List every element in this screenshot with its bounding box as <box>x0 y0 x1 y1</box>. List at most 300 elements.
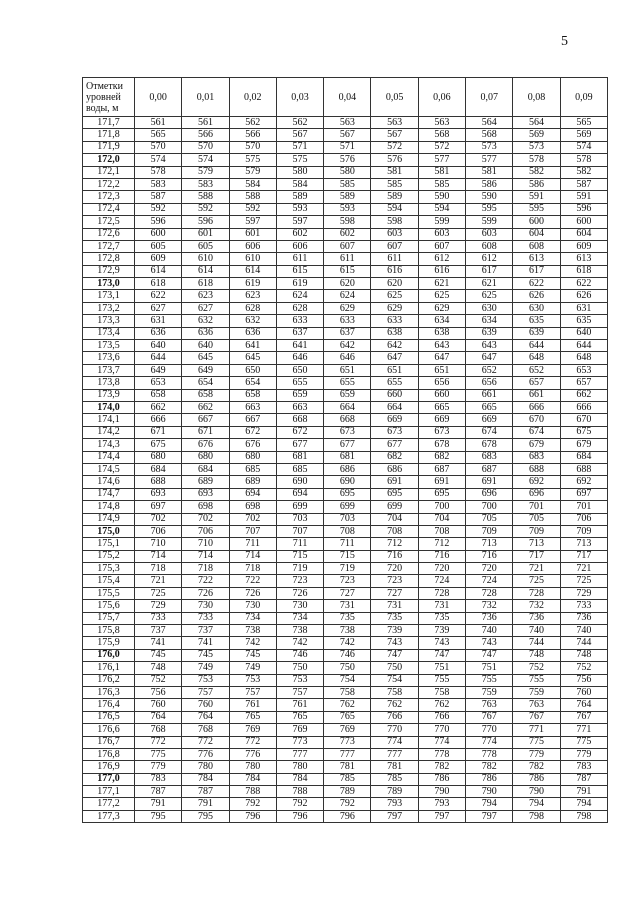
value-cell: 747 <box>371 649 418 661</box>
value-cell: 685 <box>229 463 276 475</box>
table-row <box>83 550 608 562</box>
value-cell: 565 <box>560 117 607 129</box>
value-cell: 714 <box>229 550 276 562</box>
value-cell: 581 <box>418 166 465 178</box>
value-cell: 778 <box>418 748 465 760</box>
value-cell: 681 <box>324 451 371 463</box>
value-cell: 753 <box>276 674 323 686</box>
value-cell: 577 <box>418 154 465 166</box>
value-cell: 715 <box>276 550 323 562</box>
value-cell: 704 <box>418 513 465 525</box>
value-cell: 716 <box>418 550 465 562</box>
level-cell: 176,4 <box>83 699 135 711</box>
value-cell: 680 <box>135 451 182 463</box>
value-cell: 747 <box>418 649 465 661</box>
table-row <box>83 736 608 748</box>
value-cell: 754 <box>371 674 418 686</box>
column-header: 0,06 <box>418 78 465 117</box>
value-cell: 796 <box>324 810 371 822</box>
value-cell: 724 <box>466 575 513 587</box>
value-cell: 735 <box>371 612 418 624</box>
level-cell: 175,3 <box>83 563 135 575</box>
value-cell: 787 <box>135 786 182 798</box>
value-cell: 657 <box>560 377 607 389</box>
level-cell: 176,8 <box>83 748 135 760</box>
value-cell: 746 <box>276 649 323 661</box>
value-cell: 775 <box>135 748 182 760</box>
value-cell: 661 <box>513 389 560 401</box>
value-cell: 591 <box>560 191 607 203</box>
level-cell: 172,8 <box>83 253 135 265</box>
value-cell: 772 <box>135 736 182 748</box>
table-row <box>83 451 608 463</box>
value-cell: 712 <box>371 538 418 550</box>
value-cell: 621 <box>418 278 465 290</box>
value-cell: 653 <box>135 377 182 389</box>
value-cell: 715 <box>324 550 371 562</box>
value-cell: 744 <box>560 637 607 649</box>
value-cell: 648 <box>513 352 560 364</box>
value-cell: 628 <box>229 302 276 314</box>
level-cell: 174,9 <box>83 513 135 525</box>
value-cell: 626 <box>560 290 607 302</box>
level-cell: 175,8 <box>83 625 135 637</box>
value-cell: 647 <box>418 352 465 364</box>
value-cell: 631 <box>135 315 182 327</box>
value-cell: 646 <box>276 352 323 364</box>
value-cell: 757 <box>229 686 276 698</box>
value-cell: 622 <box>560 278 607 290</box>
value-cell: 651 <box>371 364 418 376</box>
value-cell: 705 <box>466 513 513 525</box>
value-cell: 724 <box>418 575 465 587</box>
value-cell: 777 <box>371 748 418 760</box>
value-cell: 720 <box>466 563 513 575</box>
value-cell: 758 <box>371 686 418 698</box>
value-cell: 706 <box>182 525 229 537</box>
column-header: 0,04 <box>324 78 371 117</box>
value-cell: 677 <box>276 439 323 451</box>
value-cell: 729 <box>135 600 182 612</box>
value-cell: 795 <box>135 810 182 822</box>
value-cell: 700 <box>466 501 513 513</box>
value-cell: 727 <box>371 587 418 599</box>
value-cell: 695 <box>324 488 371 500</box>
value-cell: 663 <box>229 401 276 413</box>
value-cell: 653 <box>560 364 607 376</box>
value-cell: 687 <box>466 463 513 475</box>
table-row <box>83 699 608 711</box>
value-cell: 681 <box>276 451 323 463</box>
value-cell: 716 <box>466 550 513 562</box>
table-row <box>83 426 608 438</box>
value-cell: 659 <box>324 389 371 401</box>
value-cell: 720 <box>418 563 465 575</box>
value-cell: 610 <box>182 253 229 265</box>
value-cell: 657 <box>513 377 560 389</box>
value-cell: 617 <box>513 265 560 277</box>
value-cell: 603 <box>418 228 465 240</box>
value-cell: 599 <box>466 216 513 228</box>
value-cell: 754 <box>324 674 371 686</box>
value-cell: 658 <box>135 389 182 401</box>
table-row <box>83 141 608 153</box>
column-header: 0,01 <box>182 78 229 117</box>
value-cell: 580 <box>324 166 371 178</box>
value-cell: 712 <box>418 538 465 550</box>
value-cell: 591 <box>513 191 560 203</box>
value-cell: 584 <box>276 178 323 190</box>
value-cell: 785 <box>324 773 371 785</box>
table-row <box>83 401 608 413</box>
value-cell: 731 <box>324 600 371 612</box>
value-cell: 676 <box>229 439 276 451</box>
value-cell: 613 <box>513 253 560 265</box>
value-cell: 704 <box>371 513 418 525</box>
value-cell: 691 <box>418 476 465 488</box>
value-cell: 693 <box>135 488 182 500</box>
table-row <box>83 761 608 773</box>
value-cell: 585 <box>371 178 418 190</box>
value-cell: 610 <box>229 253 276 265</box>
value-cell: 644 <box>135 352 182 364</box>
value-cell: 752 <box>513 662 560 674</box>
value-cell: 615 <box>276 265 323 277</box>
table-row <box>83 798 608 810</box>
column-header: 0,05 <box>371 78 418 117</box>
table-row <box>83 265 608 277</box>
level-cell: 177,1 <box>83 786 135 798</box>
value-cell: 606 <box>229 240 276 252</box>
value-cell: 665 <box>418 401 465 413</box>
value-cell: 708 <box>418 525 465 537</box>
value-cell: 751 <box>418 662 465 674</box>
value-cell: 699 <box>371 501 418 513</box>
value-cell: 726 <box>229 587 276 599</box>
value-cell: 569 <box>513 129 560 141</box>
value-cell: 790 <box>513 786 560 798</box>
value-cell: 709 <box>513 525 560 537</box>
value-cell: 576 <box>324 154 371 166</box>
level-cell: 174,1 <box>83 414 135 426</box>
value-cell: 568 <box>418 129 465 141</box>
value-cell: 740 <box>513 625 560 637</box>
value-cell: 690 <box>276 476 323 488</box>
value-cell: 671 <box>182 426 229 438</box>
value-cell: 625 <box>418 290 465 302</box>
column-header: 0,07 <box>466 78 513 117</box>
value-cell: 605 <box>135 240 182 252</box>
value-cell: 786 <box>466 773 513 785</box>
level-cell: 172,1 <box>83 166 135 178</box>
level-cell: 172,9 <box>83 265 135 277</box>
value-cell: 790 <box>466 786 513 798</box>
value-cell: 660 <box>418 389 465 401</box>
value-cell: 736 <box>466 612 513 624</box>
value-cell: 639 <box>466 327 513 339</box>
value-cell: 607 <box>324 240 371 252</box>
level-cell: 173,6 <box>83 352 135 364</box>
value-cell: 590 <box>466 191 513 203</box>
value-cell: 682 <box>371 451 418 463</box>
value-cell: 721 <box>560 563 607 575</box>
value-cell: 613 <box>560 253 607 265</box>
value-cell: 587 <box>560 178 607 190</box>
level-cell: 176,0 <box>83 649 135 661</box>
value-cell: 702 <box>135 513 182 525</box>
value-cell: 566 <box>182 129 229 141</box>
value-cell: 583 <box>182 178 229 190</box>
value-cell: 638 <box>418 327 465 339</box>
level-column-header: Отметки уровней воды, м <box>83 78 135 117</box>
value-cell: 774 <box>466 736 513 748</box>
level-cell: 171,9 <box>83 141 135 153</box>
table-row <box>83 129 608 141</box>
value-cell: 593 <box>276 203 323 215</box>
value-cell: 726 <box>276 587 323 599</box>
value-cell: 618 <box>182 278 229 290</box>
value-cell: 768 <box>182 724 229 736</box>
value-cell: 618 <box>560 265 607 277</box>
value-cell: 762 <box>418 699 465 711</box>
value-cell: 748 <box>513 649 560 661</box>
value-cell: 700 <box>418 501 465 513</box>
value-cell: 698 <box>182 501 229 513</box>
value-cell: 649 <box>135 364 182 376</box>
value-cell: 729 <box>560 587 607 599</box>
value-cell: 725 <box>560 575 607 587</box>
value-cell: 792 <box>229 798 276 810</box>
value-cell: 783 <box>135 773 182 785</box>
column-header: 0,09 <box>560 78 607 117</box>
value-cell: 760 <box>560 686 607 698</box>
level-cell: 171,7 <box>83 117 135 129</box>
value-cell: 609 <box>135 253 182 265</box>
value-cell: 727 <box>324 587 371 599</box>
value-cell: 743 <box>371 637 418 649</box>
value-cell: 611 <box>371 253 418 265</box>
value-cell: 641 <box>276 340 323 352</box>
value-cell: 570 <box>182 141 229 153</box>
table-row <box>83 612 608 624</box>
value-cell: 730 <box>276 600 323 612</box>
value-cell: 622 <box>135 290 182 302</box>
value-cell: 561 <box>182 117 229 129</box>
value-cell: 785 <box>371 773 418 785</box>
value-cell: 570 <box>135 141 182 153</box>
value-cell: 789 <box>324 786 371 798</box>
column-header: 0,03 <box>276 78 323 117</box>
table-row <box>83 166 608 178</box>
table-row <box>83 240 608 252</box>
value-cell: 600 <box>513 216 560 228</box>
value-cell: 761 <box>229 699 276 711</box>
value-cell: 773 <box>324 736 371 748</box>
value-cell: 596 <box>560 203 607 215</box>
value-cell: 632 <box>229 315 276 327</box>
value-cell: 635 <box>513 315 560 327</box>
level-cell: 171,8 <box>83 129 135 141</box>
level-cell: 175,2 <box>83 550 135 562</box>
level-cell: 173,5 <box>83 340 135 352</box>
value-cell: 585 <box>418 178 465 190</box>
level-cell: 175,9 <box>83 637 135 649</box>
value-cell: 562 <box>229 117 276 129</box>
value-cell: 636 <box>229 327 276 339</box>
value-cell: 790 <box>418 786 465 798</box>
value-cell: 673 <box>418 426 465 438</box>
value-cell: 698 <box>229 501 276 513</box>
table-row <box>83 748 608 760</box>
value-cell: 574 <box>135 154 182 166</box>
value-cell: 644 <box>560 340 607 352</box>
value-cell: 717 <box>513 550 560 562</box>
value-cell: 793 <box>418 798 465 810</box>
value-cell: 587 <box>135 191 182 203</box>
value-cell: 798 <box>560 810 607 822</box>
value-cell: 744 <box>513 637 560 649</box>
value-cell: 664 <box>324 401 371 413</box>
table-row <box>83 216 608 228</box>
value-cell: 625 <box>371 290 418 302</box>
level-cell: 173,7 <box>83 364 135 376</box>
value-cell: 718 <box>182 563 229 575</box>
table-row <box>83 525 608 537</box>
value-cell: 732 <box>513 600 560 612</box>
value-cell: 645 <box>182 352 229 364</box>
value-cell: 720 <box>371 563 418 575</box>
value-cell: 595 <box>466 203 513 215</box>
value-cell: 691 <box>466 476 513 488</box>
value-cell: 631 <box>560 302 607 314</box>
value-cell: 757 <box>276 686 323 698</box>
value-cell: 728 <box>513 587 560 599</box>
value-cell: 707 <box>229 525 276 537</box>
value-cell: 679 <box>513 439 560 451</box>
value-cell: 750 <box>324 662 371 674</box>
table-row <box>83 377 608 389</box>
value-cell: 749 <box>229 662 276 674</box>
value-cell: 582 <box>513 166 560 178</box>
value-cell: 589 <box>371 191 418 203</box>
value-cell: 753 <box>229 674 276 686</box>
table-header-row <box>83 78 608 117</box>
value-cell: 660 <box>371 389 418 401</box>
value-cell: 742 <box>229 637 276 649</box>
value-cell: 645 <box>229 352 276 364</box>
value-cell: 590 <box>418 191 465 203</box>
value-cell: 672 <box>229 426 276 438</box>
level-cell: 173,4 <box>83 327 135 339</box>
value-cell: 640 <box>135 340 182 352</box>
value-cell: 640 <box>560 327 607 339</box>
value-cell: 748 <box>135 662 182 674</box>
value-cell: 796 <box>276 810 323 822</box>
value-cell: 766 <box>418 711 465 723</box>
value-cell: 713 <box>466 538 513 550</box>
value-cell: 774 <box>371 736 418 748</box>
value-cell: 651 <box>418 364 465 376</box>
value-cell: 649 <box>182 364 229 376</box>
value-cell: 614 <box>229 265 276 277</box>
value-cell: 776 <box>229 748 276 760</box>
value-cell: 633 <box>324 315 371 327</box>
value-cell: 688 <box>560 463 607 475</box>
value-cell: 676 <box>182 439 229 451</box>
value-cell: 601 <box>182 228 229 240</box>
value-cell: 620 <box>371 278 418 290</box>
table-row <box>83 625 608 637</box>
value-cell: 581 <box>466 166 513 178</box>
value-cell: 749 <box>182 662 229 674</box>
value-cell: 600 <box>135 228 182 240</box>
value-cell: 759 <box>466 686 513 698</box>
value-cell: 711 <box>229 538 276 550</box>
value-cell: 578 <box>513 154 560 166</box>
value-cell: 686 <box>371 463 418 475</box>
value-cell: 692 <box>513 476 560 488</box>
value-cell: 583 <box>135 178 182 190</box>
value-cell: 604 <box>513 228 560 240</box>
value-cell: 668 <box>324 414 371 426</box>
value-cell: 614 <box>135 265 182 277</box>
value-cell: 735 <box>324 612 371 624</box>
value-cell: 767 <box>560 711 607 723</box>
value-cell: 757 <box>182 686 229 698</box>
value-cell: 774 <box>418 736 465 748</box>
value-cell: 779 <box>135 761 182 773</box>
value-cell: 750 <box>371 662 418 674</box>
level-cell: 175,1 <box>83 538 135 550</box>
value-cell: 794 <box>513 798 560 810</box>
level-cell: 172,0 <box>83 154 135 166</box>
value-cell: 654 <box>182 377 229 389</box>
value-cell: 667 <box>182 414 229 426</box>
value-cell: 682 <box>418 451 465 463</box>
value-cell: 791 <box>560 786 607 798</box>
value-cell: 794 <box>466 798 513 810</box>
table-row <box>83 786 608 798</box>
value-cell: 624 <box>324 290 371 302</box>
value-cell: 710 <box>135 538 182 550</box>
value-cell: 786 <box>418 773 465 785</box>
level-cell: 172,3 <box>83 191 135 203</box>
value-cell: 770 <box>371 724 418 736</box>
value-cell: 617 <box>466 265 513 277</box>
value-cell: 703 <box>276 513 323 525</box>
value-cell: 730 <box>229 600 276 612</box>
value-cell: 640 <box>182 340 229 352</box>
value-cell: 767 <box>466 711 513 723</box>
value-cell: 602 <box>324 228 371 240</box>
value-cell: 748 <box>560 649 607 661</box>
value-cell: 666 <box>135 414 182 426</box>
value-cell: 643 <box>418 340 465 352</box>
value-cell: 680 <box>182 451 229 463</box>
level-cell: 173,3 <box>83 315 135 327</box>
value-cell: 741 <box>135 637 182 649</box>
value-cell: 683 <box>466 451 513 463</box>
value-cell: 638 <box>371 327 418 339</box>
value-cell: 762 <box>324 699 371 711</box>
value-cell: 775 <box>560 736 607 748</box>
value-cell: 575 <box>276 154 323 166</box>
value-cell: 565 <box>135 129 182 141</box>
value-cell: 773 <box>276 736 323 748</box>
value-cell: 772 <box>229 736 276 748</box>
value-cell: 666 <box>560 401 607 413</box>
value-cell: 647 <box>466 352 513 364</box>
